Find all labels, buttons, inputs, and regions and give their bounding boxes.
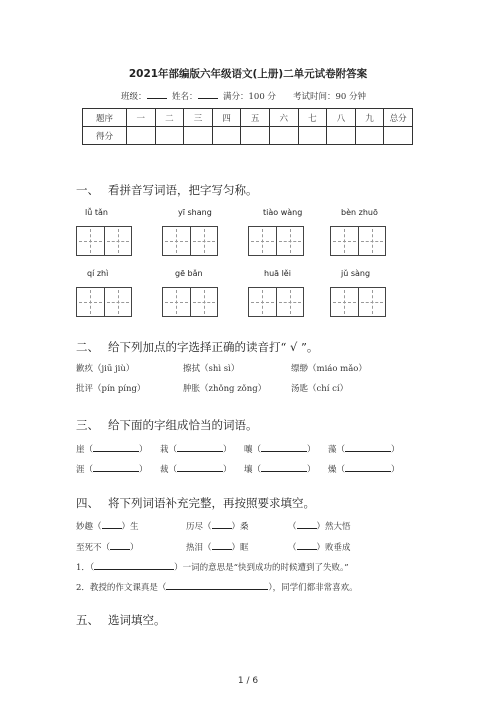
reading-word: 肿胀 (183, 384, 201, 394)
table-cell: 题序 (83, 109, 127, 127)
idiom-before: （ (288, 543, 297, 553)
pinyin-label: qí zhì (87, 269, 109, 278)
writing-grid[interactable] (162, 287, 218, 317)
idiom-item (288, 541, 351, 553)
word-item: 涯（ ） (76, 465, 148, 475)
idiom-after: ）生 (121, 522, 139, 532)
section-text: 将下列词语补充完整，再按照要求填空。 (108, 496, 315, 510)
answer-blank[interactable] (212, 541, 232, 550)
name-blank[interactable] (198, 90, 218, 99)
section-2-heading (76, 339, 318, 355)
section-number: 四、 (76, 496, 99, 510)
section-text: 给下列加点的字选择正确的读音打“ √ ”。 (108, 340, 319, 354)
section-number: 二、 (76, 340, 99, 354)
page-number: 1 / 6 (237, 676, 259, 686)
table-cell: 二 (155, 109, 184, 127)
writing-grid[interactable] (330, 287, 386, 317)
word-item: 壤（ ） (244, 465, 316, 475)
char: 裁 (160, 465, 169, 475)
idiom-after: ）然大悟 (316, 522, 351, 532)
pinyin-label: lǚ tǎn (85, 208, 108, 217)
word-item: 崖（ ） (76, 445, 148, 455)
pinyin-label: yī shang (178, 208, 212, 217)
writing-grid[interactable] (330, 226, 386, 256)
idiom-after: ）眶 (231, 543, 249, 553)
question-prefix: 2．教授的作文课真是（ (76, 583, 167, 593)
answer-blank[interactable] (345, 463, 391, 472)
writing-grid[interactable] (248, 287, 304, 317)
idiom-after: ）桑 (231, 522, 249, 532)
reading-word: 歉疚 (76, 364, 94, 374)
pinyin-label: gē bǎn (175, 269, 203, 278)
score-cell[interactable] (327, 127, 356, 145)
pinyin-label: tiào wàng (263, 208, 303, 217)
answer-blank[interactable] (297, 541, 317, 550)
section-text: 看拼音写词语，把字写匀称。 (108, 183, 258, 197)
char: 燥 (328, 465, 337, 475)
answer-blank[interactable] (93, 463, 139, 472)
name-field (172, 90, 218, 102)
reading-word: 汤匙 (291, 384, 309, 394)
reading-options[interactable]: （jiū jiù） (93, 364, 135, 374)
table-cell: 总分 (384, 109, 413, 127)
table-cell: 得分 (83, 127, 127, 145)
score-table-header-row (83, 109, 413, 127)
table-cell: 三 (184, 109, 213, 127)
reading-item (76, 382, 145, 394)
reading-word: 批评 (76, 384, 94, 394)
time-info: 考试时间：90 分钟 (293, 92, 367, 102)
answer-blank[interactable] (110, 541, 130, 550)
answer-blank[interactable] (94, 561, 174, 570)
idiom-before: 妙趣（ (76, 522, 102, 532)
score-table-score-row (83, 127, 413, 145)
answer-blank[interactable] (177, 463, 223, 472)
table-cell: 七 (298, 109, 327, 127)
score-cell[interactable] (241, 127, 270, 145)
pinyin-label: jǔ sàng (341, 269, 371, 278)
word-item: 栽（ ） (160, 445, 232, 455)
table-cell: 五 (241, 109, 270, 127)
section-5-heading (76, 612, 166, 628)
reading-options[interactable]: （pín píng） (93, 384, 146, 394)
class-field (121, 90, 167, 102)
word-item: 藻（ ） (328, 445, 400, 455)
char: 藻 (328, 445, 337, 455)
score-cell[interactable] (355, 127, 384, 145)
idiom-item (186, 541, 249, 553)
writing-grid[interactable] (162, 226, 218, 256)
char: 栽 (160, 445, 169, 455)
char: 嚷 (244, 445, 253, 455)
reading-item (183, 362, 239, 374)
idiom-item (76, 520, 139, 532)
char: 崖 (76, 445, 85, 455)
table-cell: 八 (327, 109, 356, 127)
answer-blank[interactable] (261, 463, 307, 472)
table-cell: 九 (355, 109, 384, 127)
section-3-heading (76, 417, 258, 433)
reading-word: 擦拭 (183, 364, 201, 374)
reading-item (291, 382, 348, 394)
reading-options[interactable]: （zhǒng zǒng） (200, 384, 267, 394)
section-text: 给下面的字组成恰当的词语。 (108, 418, 258, 432)
answer-blank[interactable] (102, 520, 122, 529)
question-2 (76, 581, 358, 593)
score-cell[interactable] (298, 127, 327, 145)
score-cell[interactable] (384, 127, 413, 145)
answer-blank[interactable] (177, 443, 223, 452)
section-text: 选词填空。 (108, 613, 166, 627)
score-cell[interactable] (127, 127, 156, 145)
table-cell: 六 (269, 109, 298, 127)
answer-blank[interactable] (261, 443, 307, 452)
idiom-before: 历尽（ (186, 522, 212, 532)
section-1-heading (76, 182, 258, 198)
table-cell: 一 (127, 109, 156, 127)
table-cell: 四 (212, 109, 241, 127)
idiom-after: ） (130, 543, 139, 553)
score-info: 满分：100 分 (223, 92, 276, 102)
idiom-item (186, 520, 249, 532)
section-number: 三、 (76, 418, 99, 432)
idiom-item (288, 520, 351, 532)
page-title: 2021年部编版六年级语文(上册)二单元试卷附答案 (128, 68, 368, 80)
reading-item (183, 382, 266, 394)
answer-blank[interactable] (93, 443, 139, 452)
char: 壤 (244, 465, 253, 475)
score-cell[interactable] (184, 127, 213, 145)
pinyin-label: huā lěi (264, 269, 291, 278)
question-suffix: ），同学们都非常喜欢。 (268, 583, 358, 593)
pinyin-label: bèn zhuō (341, 208, 378, 217)
idiom-before: （ (288, 522, 297, 532)
question-prefix: 1．（ (76, 563, 95, 573)
word-item: 燥（ ） (328, 465, 400, 475)
class-blank[interactable] (147, 90, 167, 99)
score-cell[interactable] (269, 127, 298, 145)
reading-options[interactable]: （chí cí） (308, 384, 349, 394)
question-suffix: ）一词的意思是“快到成功的时候遭到了失败。” (174, 563, 349, 573)
question-1 (76, 561, 349, 573)
class-label: 班级： (121, 92, 147, 102)
score-table (82, 108, 413, 145)
writing-grid[interactable] (248, 226, 304, 256)
section-number: 一、 (76, 183, 99, 197)
answer-blank[interactable] (212, 520, 232, 529)
idiom-after: ）败垂成 (316, 543, 351, 553)
reading-word: 缥缈 (291, 364, 309, 374)
answer-blank[interactable] (345, 443, 391, 452)
reading-item (291, 362, 367, 374)
idiom-before: 至死不（ (76, 543, 111, 553)
char: 涯 (76, 465, 85, 475)
name-label: 姓名： (172, 92, 198, 102)
word-item: 嚷（ ） (244, 445, 316, 455)
word-item: 裁（ ） (160, 465, 232, 475)
answer-blank[interactable] (297, 520, 317, 529)
section-number: 五、 (76, 613, 99, 627)
answer-blank[interactable] (166, 581, 268, 590)
score-cell[interactable] (212, 127, 241, 145)
section-4-heading (76, 495, 315, 511)
writing-grid[interactable] (76, 226, 132, 256)
idiom-item (76, 541, 139, 553)
reading-options[interactable]: （miáo mǎo） (308, 364, 367, 374)
writing-grid[interactable] (76, 287, 132, 317)
score-cell[interactable] (155, 127, 184, 145)
reading-options[interactable]: （shì sì） (200, 364, 240, 374)
idiom-before: 热泪（ (186, 543, 212, 553)
reading-item (76, 362, 134, 374)
